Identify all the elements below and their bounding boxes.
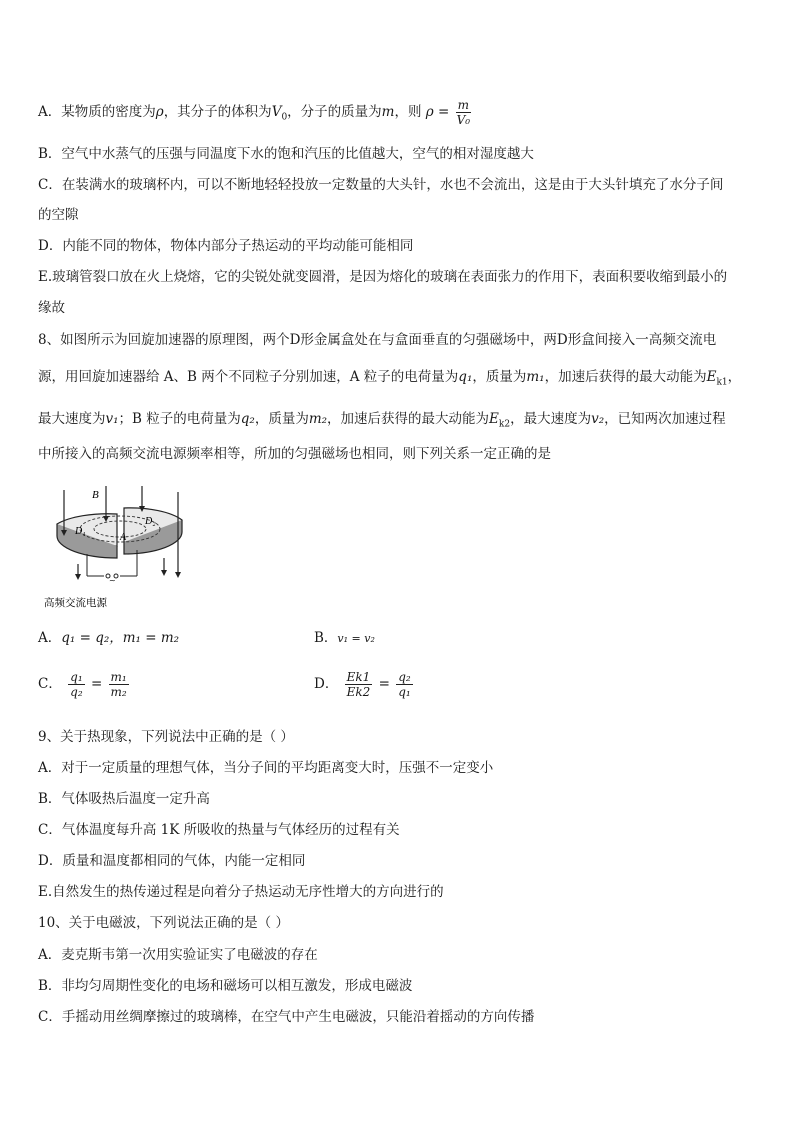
- q7-option-b: B．空气中水蒸气的压强与同温度下水的饱和汽压的比值越大，空气的相对湿度越大: [38, 146, 534, 162]
- label-b: B: [92, 489, 99, 501]
- q8-stem-line2: 源，用回旋加速器给 A、B 两个不同粒子分别加速，A 粒子的电荷量为q₁，质量为m₁，加速后获得的最大动能为$E_{k1}$，: [38, 369, 742, 388]
- q10-option-a: A．麦克斯韦第一次用实验证实了电磁波的存在: [38, 947, 318, 963]
- q8-d-frac-right: $\frac{\text{q₂}}{\text{q₁}}$: [398, 670, 411, 699]
- q8-c-frac-right: $\frac{\text{m₁}}{\text{m₂}}$: [110, 670, 127, 699]
- q8-option-d: D． $\frac{Ek1}{Ek2}$ = $\frac{\text{q₂}}{\text{q₁}}$: [314, 670, 411, 699]
- q7-option-c-line1: C．在装满水的玻璃杯内，可以不断地轻轻投放一定数量的大头针，水也不会流出，这是由于大头针填充了水分子间: [38, 177, 724, 193]
- q8-d-frac-left: $\frac{Ek1}{Ek2}$: [346, 670, 371, 699]
- q8-stem-line4: 中所接入的高频交流电源频率相等，所加的匀强磁场也相同，则下列关系一定正确的是: [38, 446, 551, 462]
- q7-a-v0: V: [271, 104, 282, 120]
- q7-a-text2: ，其分子的体积为: [163, 104, 272, 120]
- q9-option-e: E.自然发生的热传递过程是向着分子热运动无序性增大的方向进行的: [38, 884, 444, 900]
- q7-a-text3: ，分子的质量为: [287, 104, 382, 120]
- q7-a-text1: A．某物质的密度为: [38, 104, 156, 120]
- q8-option-c: C． $\frac{\text{q₁}}{\text{q₂}}$ = $\frac{\text{m₁}}{\text{m₂}}$: [38, 670, 127, 699]
- q9-option-d: D．质量和温度都相同的气体，内能一定相同: [38, 853, 306, 869]
- q7-option-a: [38, 98, 473, 127]
- q7-a-fraction: $\frac{m}{\text{V₀}}$: [456, 98, 471, 127]
- q8-c-frac-left: $\frac{\text{q₁}}{\text{q₂}}$: [70, 670, 83, 699]
- q8-option-a: A．q₁ = q₂，m₁ = m₂: [38, 630, 180, 646]
- q9-option-b: B．气体吸热后温度一定升高: [38, 791, 210, 807]
- q9-stem: 9、关于热现象，下列说法中正确的是（ ）: [38, 729, 294, 745]
- q8-stem-line3: 最大速度为v₁；B 粒子的电荷量为q₂，质量为m₂，加速后获得的最大动能为$E_{k2}$，最大速度为v₂，已知两次加速过程: [38, 411, 726, 430]
- svg-text:~: ~: [109, 576, 116, 585]
- label-d1: D₁: [75, 526, 86, 537]
- q10-option-c: C．手摇动用丝绸摩擦过的玻璃棒，在空气中产生电磁波，只能沿着摇动的方向传播: [38, 1009, 535, 1025]
- q8-stem-line1: 8、如图所示为回旋加速器的原理图，两个D形金属盒处在与盒面垂直的匀强磁场中，两D形盒间接入一高频交流电: [38, 332, 717, 348]
- label-d2: D₂: [145, 516, 156, 527]
- cyclotron-figure: [42, 484, 192, 612]
- q9-option-c: C．气体温度每升高 1K 所吸收的热量与气体经历的过程有关: [38, 822, 400, 838]
- q7-a-text4: ，则: [394, 104, 422, 120]
- label-a: A: [120, 532, 127, 543]
- figure-caption: 高频交流电源: [44, 597, 107, 609]
- q8-option-b: B．v₁ = v₂: [314, 630, 375, 646]
- q7-a-rho: ρ: [155, 104, 164, 120]
- q7-a-eq: ρ =: [425, 104, 450, 120]
- q9-option-a: A．对于一定质量的理想气体，当分子间的平均距离变大时，压强不一定变小: [38, 760, 494, 776]
- q7-option-e-line1: E.玻璃管裂口放在火上烧熔，它的尖锐处就变圆滑，是因为熔化的玻璃在表面张力的作用下，表面积要收缩到最小的: [38, 269, 728, 285]
- q7-a-m: m: [381, 104, 395, 120]
- q7-a-v0-sub: 0: [281, 112, 288, 123]
- q7-option-d: D．内能不同的物体，物体内部分子热运动的平均动能可能相同: [38, 238, 414, 254]
- q10-option-b: B．非均匀周期性变化的电场和磁场可以相互激发，形成电磁波: [38, 978, 413, 994]
- q10-stem: 10、关于电磁波，下列说法正确的是（ ）: [38, 915, 289, 931]
- cyclotron-diagram: [42, 484, 192, 612]
- q7-option-c-line2: 的空隙: [38, 207, 79, 223]
- q7-option-e-line2: 缘故: [38, 300, 65, 316]
